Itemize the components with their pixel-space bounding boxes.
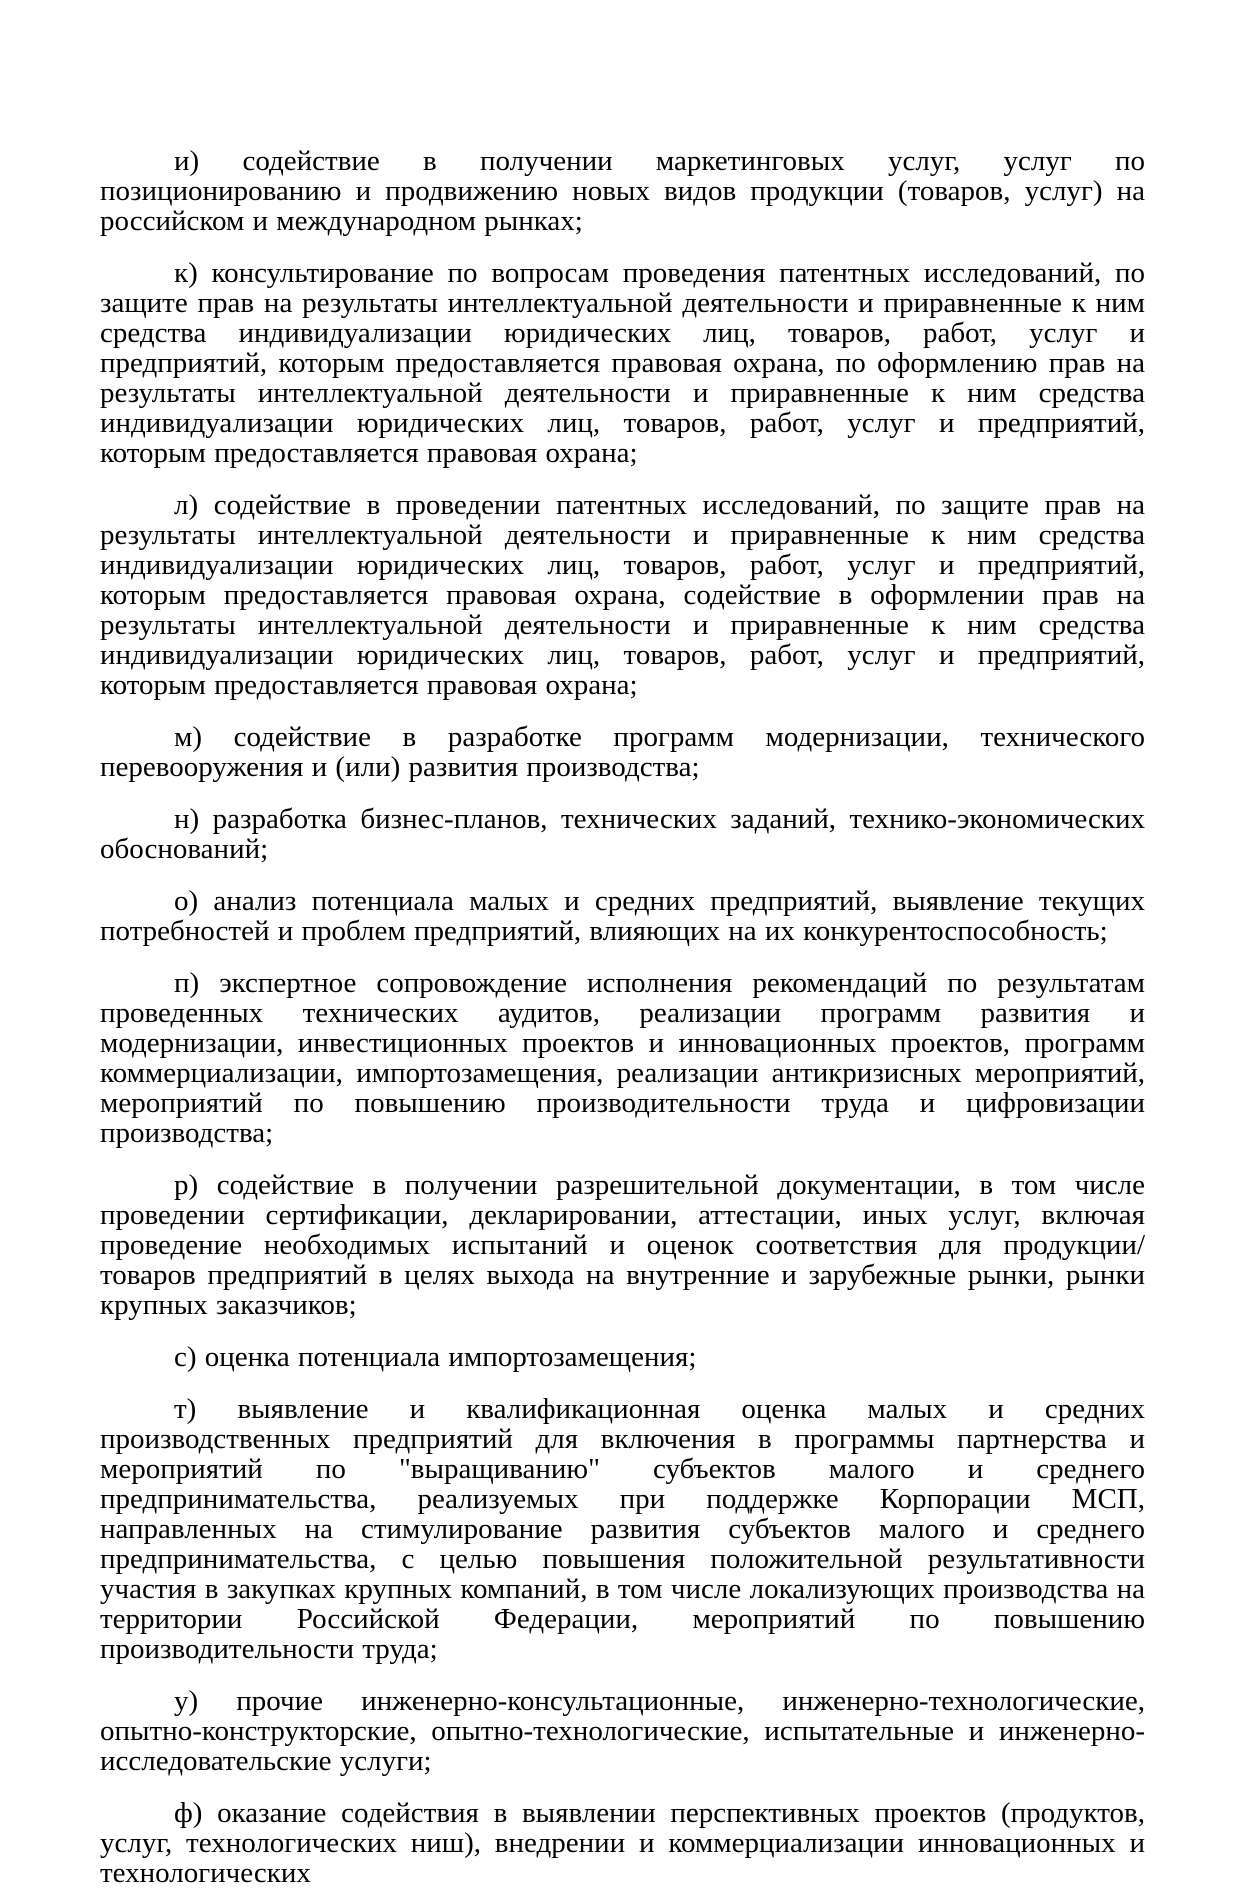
- document-text-block: [100, 146, 1145, 1888]
- para-m: [100, 722, 1145, 782]
- para-n: [100, 804, 1145, 864]
- para-m-marker: м): [174, 721, 203, 753]
- para-f: [100, 1798, 1145, 1888]
- para-t-body: выявление и квалификационная оценка малых и средних производственных предприятий для включения в программы партнерства и мероприятий по "выращиванию" субъектов малого и среднего предпринимательства, реализуемых при поддержке Корпорации МСП, направленных на стимулирование развития субъектов малого и среднего предпринимательства, с целью повышения положительной результативности участия в закупках крупных компаний, в том числе локализующих производства на территории Российской Федерации, мероприятий по повышению производительности труда;: [100, 1393, 1146, 1665]
- para-u: [100, 1686, 1145, 1776]
- para-p-marker: п): [174, 967, 200, 999]
- para-r-body: содействие в получении разрешительной документации, в том числе проведении сертификации, декларировании, аттестации, иных услуг, включая проведение необходимых испытаний и оценок соответствия для продукции/товаров предприятий в целях выхода на внутренние и зарубежные рынки, рынки крупных заказчиков;: [100, 1169, 1146, 1321]
- para-l: [100, 490, 1145, 700]
- para-f-marker: ф): [174, 1797, 203, 1829]
- para-u-body: прочие инженерно-консультационные, инженерно-технологические, опытно-конструкторские, опытно-технологические, испытательные и инженерно-исследовательские услуги;: [100, 1685, 1145, 1777]
- para-t-marker: т): [174, 1393, 197, 1425]
- para-p: [100, 968, 1145, 1148]
- para-i-marker: и): [174, 145, 200, 177]
- para-n-marker: н): [174, 803, 200, 835]
- para-p-body: экспертное сопровождение исполнения рекомендаций по результатам проведенных технических аудитов, реализации программ развития и модернизации, инвестиционных проектов и инновационных проектов, программ коммерциализации, импортозамещения, реализации антикризисных мероприятий, мероприятий по повышению производительности труда и цифровизации производства;: [100, 967, 1146, 1149]
- para-l-body: содействие в проведении патентных исследований, по защите прав на результаты интеллектуальной деятельности и приравненные к ним средства индивидуализации юридических лиц, товаров, работ, услуг и предприятий, которым предоставляется правовая охрана, содействие в оформлении прав на результаты интеллектуальной деятельности и приравненные к ним средства индивидуализации юридических лиц, товаров, работ, услуг и предприятий, которым предоставляется правовая охрана;: [100, 489, 1145, 701]
- para-m-body: содействие в разработке программ модернизации, технического перевооружения и (или) развития производства;: [100, 721, 1145, 783]
- para-o-body: анализ потенциала малых и средних предприятий, выявление текущих потребностей и проблем предприятий, влияющих на их конкурентоспособность;: [100, 885, 1146, 947]
- para-n-body: разработка бизнес-планов, технических заданий, технико-экономических обоснований;: [100, 803, 1145, 865]
- para-i: [100, 146, 1145, 236]
- para-r: [100, 1170, 1145, 1320]
- para-k-body: консультирование по вопросам проведения патентных исследований, по защите прав на результаты интеллектуальной деятельности и приравненные к ним средства индивидуализации юридических лиц, товаров, работ, услуг и предприятий, которым предоставляется правовая охрана, по оформлению прав на результаты интеллектуальной деятельности и приравненные к ним средства индивидуализации юридических лиц, товаров, работ, услуг и предприятий, которым предоставляется правовая охрана;: [100, 257, 1146, 469]
- para-o-marker: о): [174, 885, 199, 917]
- para-f-body: оказание содействия в выявлении перспективных проектов (продуктов, услуг, технологических ниш), внедрении и коммерциализации инновационных и технологических: [100, 1797, 1146, 1889]
- para-s-body: оценка потенциала импортозамещения;: [204, 1341, 697, 1373]
- para-i-body: содействие в получении маркетинговых услуг, услуг по позиционированию и продвижению новых видов продукции (товаров, услуг) на российском и международном рынках;: [100, 145, 1146, 237]
- para-k-marker: к): [174, 257, 198, 289]
- para-o: [100, 886, 1145, 946]
- para-l-marker: л): [174, 489, 199, 521]
- para-r-marker: р): [174, 1169, 199, 1201]
- para-s: [100, 1342, 1145, 1372]
- para-s-marker: с): [174, 1341, 197, 1373]
- para-k: [100, 258, 1145, 468]
- para-u-marker: у): [174, 1685, 199, 1717]
- para-t: [100, 1394, 1145, 1664]
